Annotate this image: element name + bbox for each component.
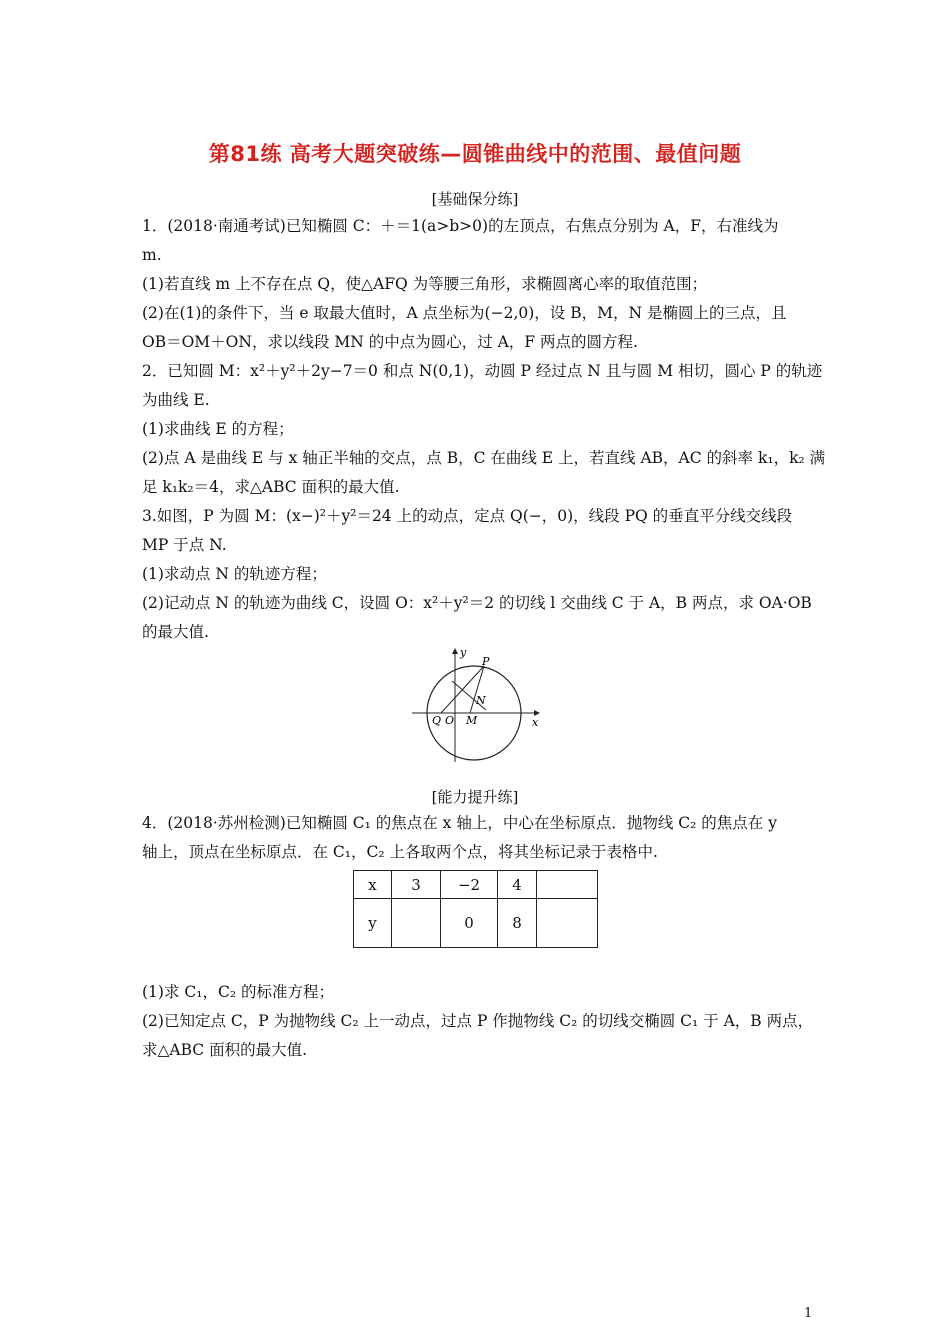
y-axis-arrow-icon: [452, 648, 458, 654]
text-line: 4．(2018·苏州检测)已知椭圆 C₁ 的焦点在 x 轴上，中心在坐标原点．抛物线 C₂ 的焦点在 y: [142, 814, 777, 832]
text-line: MP 于点 N.: [142, 536, 227, 554]
table-cell: x: [354, 871, 392, 899]
text-line: OB＝OM＋ON，求以线段 MN 的中点为圆心，过 A，F 两点的圆方程.: [142, 333, 638, 351]
text-line: m.: [142, 246, 162, 264]
text-line: (1)若直线 m 上不存在点 Q，使△AFQ 为等腰三角形，求椭圆离心率的取值范围；: [142, 275, 708, 293]
text-line: 1．(2018·南通考试)已知椭圆 C：＋＝1(a>b>0)的左顶点，右焦点分别为 A，F，右准线为: [142, 217, 779, 235]
coordinate-table: [353, 870, 598, 948]
table-row: [354, 871, 598, 899]
text-line: (2)点 A 是曲线 E 与 x 轴正半轴的交点，点 B，C 在曲线 E 上，若直线 AB，AC 的斜率 k₁，k₂ 满: [142, 449, 826, 467]
text-line: (1)求曲线 E 的方程；: [142, 420, 294, 438]
text-line: 2．已知圆 M：x²＋y²＋2y−7＝0 和点 N(0,1)，动圆 P 经过点 N 且与圆 M 相切，圆心 P 的轨迹: [142, 362, 823, 380]
text-line: 足 k₁k₂＝4，求△ABC 面积的最大值.: [142, 478, 400, 496]
circle-figure: [408, 644, 544, 766]
table-cell: [537, 899, 598, 948]
label-q: Q: [432, 714, 442, 727]
section-basic-heading: [基础保分练]: [431, 190, 519, 208]
section-advanced-heading: [能力提升练]: [431, 788, 519, 806]
page-number: 1: [804, 1306, 813, 1321]
label-y: y: [460, 646, 467, 659]
table-row: [354, 899, 598, 948]
text-line: 求△ABC 面积的最大值.: [142, 1041, 308, 1059]
table-cell: [537, 871, 598, 899]
text-line: 为曲线 E.: [142, 391, 210, 409]
text-line: (2)已知定点 C，P 为抛物线 C₂ 上一动点，过点 P 作抛物线 C₂ 的切线交椭圆 C₁ 于 A，B 两点，: [142, 1012, 814, 1030]
text-line: 轴上，顶点在坐标原点．在 C₁，C₂ 上各取两个点，将其坐标记录于表格中.: [142, 843, 658, 861]
label-p: P: [482, 655, 490, 668]
text-line: 3.如图，P 为圆 M：(x−)²＋y²＝24 上的动点，定点 Q(−，0)，线段 PQ 的垂直平分线交线段: [142, 507, 793, 525]
table-cell: [392, 899, 441, 948]
text-line: (1)求动点 N 的轨迹方程；: [142, 565, 327, 583]
label-x: x: [532, 716, 539, 729]
table-cell: y: [354, 899, 392, 948]
table-cell: 3: [392, 871, 441, 899]
text-line: (1)求 C₁，C₂ 的标准方程；: [142, 983, 334, 1001]
table-cell: −2: [441, 871, 498, 899]
label-m: M: [466, 714, 478, 727]
page-title: 第81练 高考大题突破练—圆锥曲线中的范围、最值问题: [208, 142, 742, 166]
table-cell: 0: [441, 899, 498, 948]
table-cell: 8: [498, 899, 537, 948]
text-line: 的最大值.: [142, 623, 209, 641]
table-cell: 4: [498, 871, 537, 899]
text-line: (2)记动点 N 的轨迹为曲线 C，设圆 O：x²＋y²＝2 的切线 l 交曲线 C 于 A，B 两点，求 OA·OB: [142, 594, 812, 612]
label-n: N: [476, 694, 486, 707]
text-line: (2)在(1)的条件下，当 e 取最大值时，A 点坐标为(−2,0)，设 B，M，N 是椭圆上的三点，且: [142, 304, 787, 322]
label-o: O: [445, 714, 455, 727]
